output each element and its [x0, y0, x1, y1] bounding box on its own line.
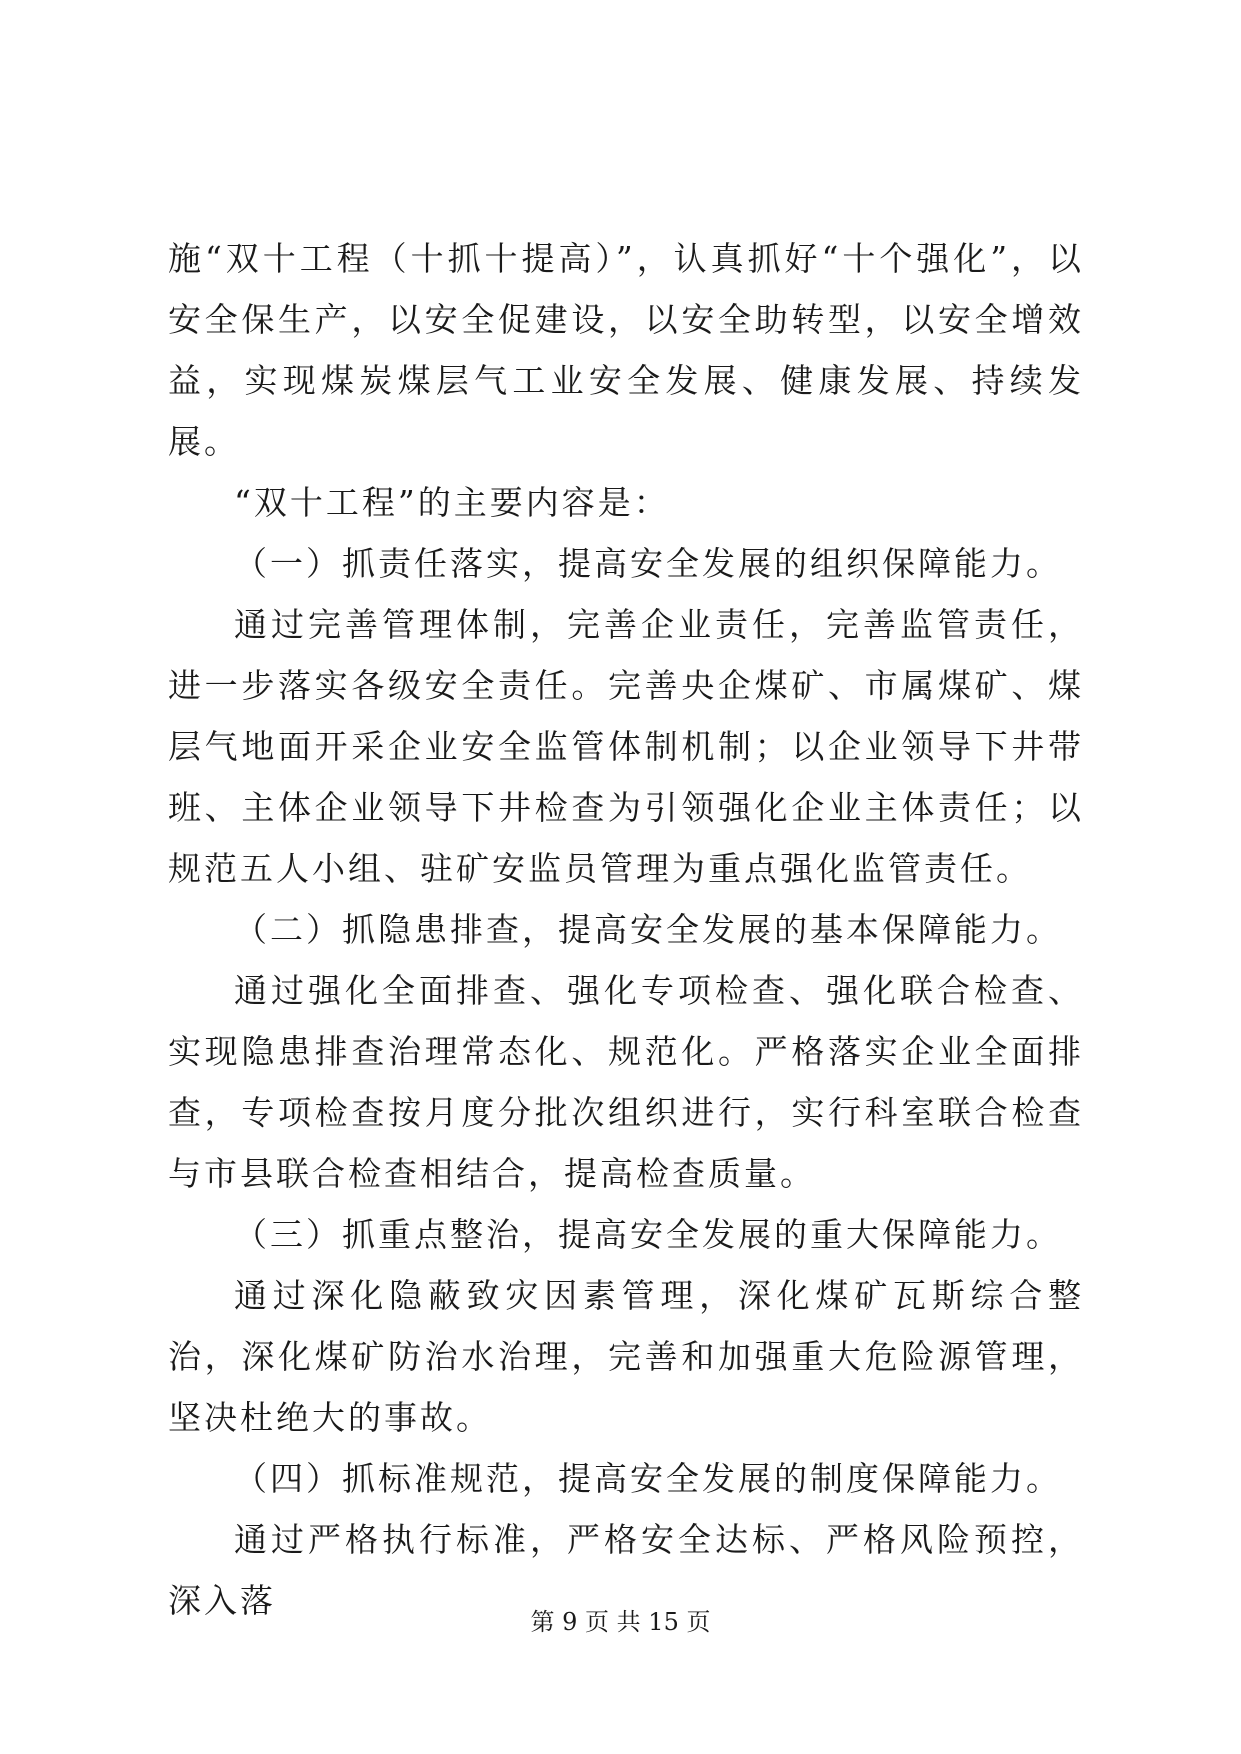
section-heading-3: （三）抓重点整治，提高安全发展的重大保障能力。 — [234, 1215, 1062, 1254]
paragraph-body-2: 通过强化全面排查、强化专项检查、强化联合检查、实现隐患排查治理常态化、规范化。严格落实企业全面排查，专项检查按月度分批次组织进行，实行科室联合检查与市县联合检查相结合，提高检查质量。 — [168, 971, 1084, 1193]
paragraph-body-4: 通过严格执行标准，严格安全达标、严格风险预控，深入落 — [168, 1520, 1084, 1620]
paragraph-continuation: 施“双十工程（十抓十提高）”，认真抓好“十个强化”，以安全保生产，以安全促建设，以安全助转型，以安全增效益，实现煤炭煤层气工业安全发展、健康发展、持续发展。 — [168, 239, 1084, 461]
paragraph-body-1: 通过完善管理体制，完善企业责任，完善监管责任，进一步落实各级安全责任。完善央企煤矿、市属煤矿、煤层气地面开采企业安全监管体制机制；以企业领导下井带班、主体企业领导下井检查为引领强化企业主体责任；以规范五人小组、驻矿安监员管理为重点强化监管责任。 — [168, 605, 1084, 888]
section-heading-2: （二）抓隐患排查，提高安全发展的基本保障能力。 — [234, 910, 1062, 949]
document-body — [168, 228, 1084, 1631]
section-heading-1: （一）抓责任落实，提高安全发展的组织保障能力。 — [234, 544, 1062, 583]
page-number-footer: 第 9 页 共 15 页 — [530, 1608, 711, 1636]
paragraph-body-3: 通过深化隐蔽致灾因素管理，深化煤矿瓦斯综合整治，深化煤矿防治水治理，完善和加强重大危险源管理，坚决杜绝大的事故。 — [168, 1276, 1084, 1437]
section-heading-4: （四）抓标准规范，提高安全发展的制度保障能力。 — [234, 1459, 1062, 1498]
paragraph-intro: “双十工程”的主要内容是： — [234, 483, 670, 522]
